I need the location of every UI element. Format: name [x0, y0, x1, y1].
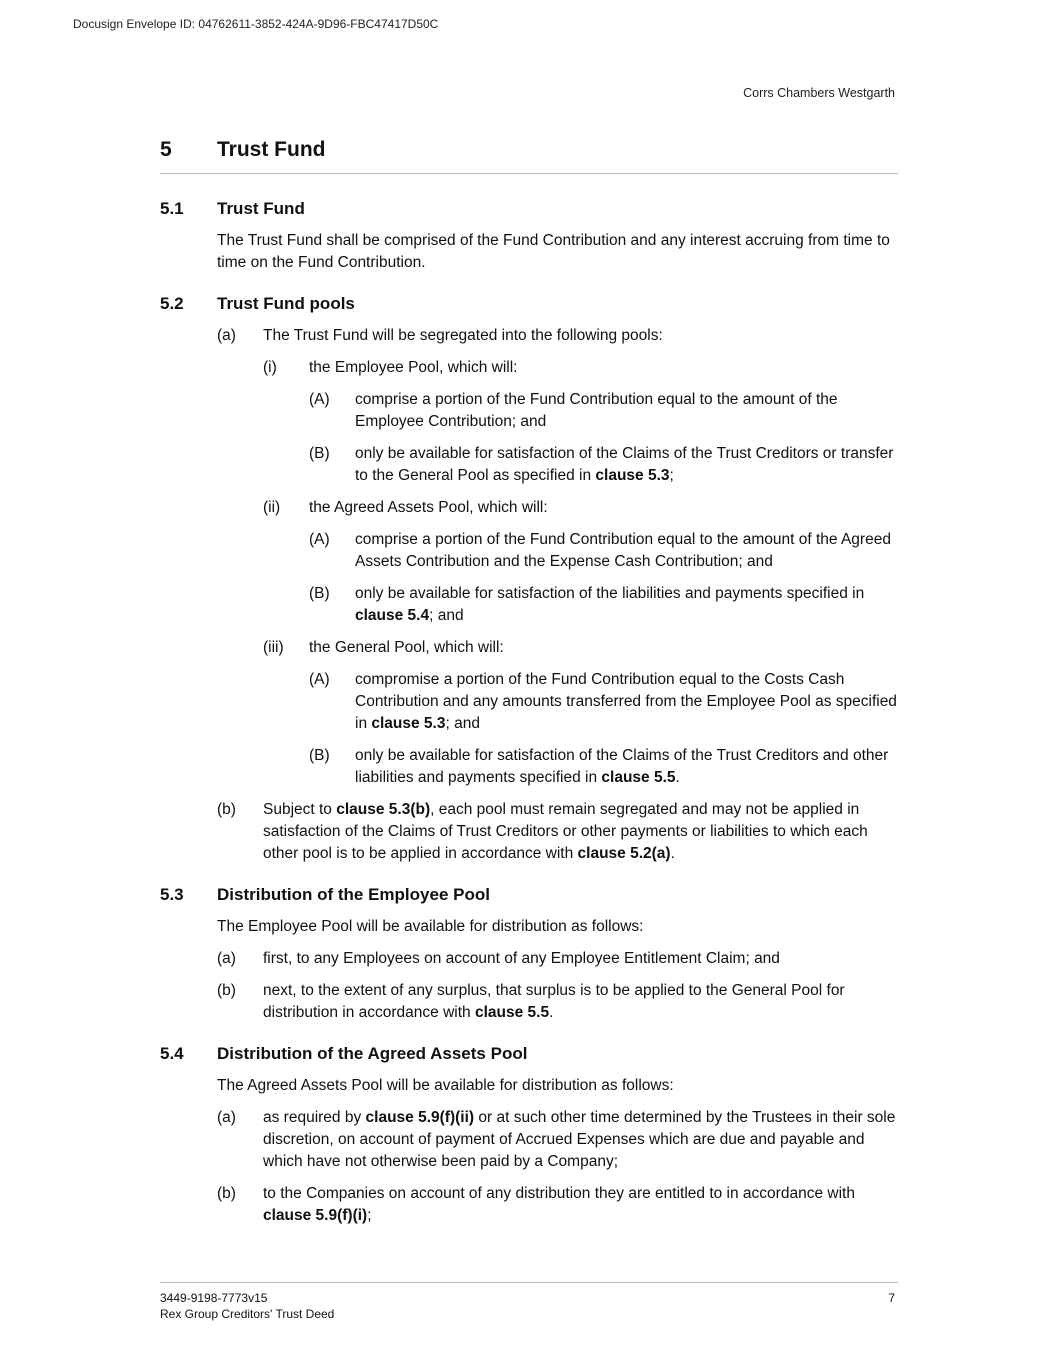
clause-reference: clause 5.3(b) [336, 801, 431, 818]
clause-reference: clause 5.4 [355, 607, 430, 624]
paragraph-text [355, 745, 898, 789]
text-run: . [549, 1004, 554, 1021]
clause-reference: clause 5.2(a) [577, 845, 671, 862]
paragraph-label: (a) [217, 1109, 236, 1126]
paragraph-text [355, 443, 898, 487]
paragraph-label: (b) [217, 801, 236, 818]
paragraph-text [263, 1183, 898, 1227]
text-run: The Employee Pool will be available for distribution as follows: [217, 918, 644, 935]
paragraph [160, 357, 898, 379]
text-run: comprise a portion of the Fund Contribution equal to the amount of the Agreed Assets Contribution and the Expense Cash Contribution; and [355, 531, 891, 570]
text-run: compromise a portion of the Fund Contribution equal to the Costs Cash Contribution and any amounts transferred from the Employee Pool as specified in [355, 671, 897, 732]
paragraph-label: (b) [217, 982, 236, 999]
text-run: . [675, 769, 680, 786]
page-number: 7 [888, 1291, 895, 1305]
paragraph-text [355, 669, 898, 735]
subsection-title: Distribution of the Agreed Assets Pool [217, 1044, 528, 1063]
paragraph-text [309, 637, 898, 659]
paragraph-label: (a) [217, 950, 236, 967]
footer-doc-id: 3449-9198-7773v15 [160, 1291, 268, 1305]
text-run: as required by [263, 1109, 366, 1126]
subsection-heading [160, 198, 898, 220]
paragraph-text [263, 948, 898, 970]
footer-doc-title: Rex Group Creditors' Trust Deed [160, 1307, 335, 1321]
section-title: Trust Fund [217, 138, 326, 161]
subsection-title: Trust Fund [217, 199, 305, 218]
text-run: The Agreed Assets Pool will be available for distribution as follows: [217, 1077, 674, 1094]
paragraph [160, 230, 898, 274]
paragraph-label: (A) [309, 531, 330, 548]
paragraph-label: (b) [217, 1185, 236, 1202]
paragraph-text [217, 916, 898, 938]
paragraph [160, 497, 898, 519]
text-run: ; [669, 467, 674, 484]
paragraph-text [355, 583, 898, 627]
text-run: next, to the extent of any surplus, that surplus is to be applied to the General Pool for distribution in accordance with [263, 982, 845, 1021]
paragraph [160, 1075, 898, 1097]
clause-reference: clause 5.9(f)(i) [263, 1207, 368, 1224]
subsection-number: 5.2 [160, 294, 184, 313]
text-run: The Trust Fund will be segregated into the following pools: [263, 327, 663, 344]
clause-reference: clause 5.5 [474, 1004, 550, 1021]
paragraph-label: (a) [217, 327, 236, 344]
text-run: , each pool must remain segregated and may not be applied in satisfaction of the Claims of Trust Creditors or other payments or liabilities to which each other pool is to be applied in accordance with [263, 801, 868, 862]
text-run: only be available for satisfaction of the liabilities and payments specified in [355, 585, 865, 602]
text-run: ; [367, 1207, 372, 1224]
paragraph [160, 583, 898, 627]
paragraph-text [217, 230, 898, 274]
clause-reference: clause 5.3 [595, 467, 670, 484]
text-run: to the Companies on account of any distribution they are entitled to in accordance with [263, 1185, 855, 1202]
paragraph [160, 745, 898, 789]
subsection-number: 5.3 [160, 885, 184, 904]
section-number: 5 [160, 138, 172, 161]
paragraph-text [263, 1107, 898, 1173]
paragraph-label: (i) [263, 359, 277, 376]
subsection-number: 5.4 [160, 1044, 184, 1063]
subsection-title: Trust Fund pools [217, 294, 355, 313]
text-run: . [670, 845, 675, 862]
paragraph-text [355, 529, 898, 573]
clause-reference: clause 5.5 [601, 769, 676, 786]
text-run: the Agreed Assets Pool, which will: [309, 499, 548, 516]
clause-reference: clause 5.9(f)(ii) [365, 1109, 475, 1126]
envelope-id: Docusign Envelope ID: 04762611-3852-424A-9D96-FBC47417D50C [73, 17, 439, 31]
paragraph [160, 637, 898, 659]
paragraph-label: (B) [309, 585, 330, 602]
subsection-number: 5.1 [160, 199, 184, 218]
paragraph [160, 1107, 898, 1173]
section-heading [160, 138, 898, 174]
text-run: ; and [445, 715, 480, 732]
paragraph [160, 389, 898, 433]
paragraph-text [355, 389, 898, 433]
paragraph [160, 1183, 898, 1227]
paragraph-label: (ii) [263, 499, 281, 516]
paragraph-label: (iii) [263, 639, 284, 656]
paragraph-text [263, 799, 898, 865]
clause-reference: clause 5.3 [371, 715, 446, 732]
subsection-heading [160, 1043, 898, 1065]
paragraph-label: (A) [309, 391, 330, 408]
subsection-heading [160, 293, 898, 315]
document-body [160, 198, 898, 1227]
text-run: Subject to [263, 801, 337, 818]
paragraph-label: (B) [309, 445, 330, 462]
text-run: ; and [429, 607, 464, 624]
paragraph-label: (A) [309, 671, 330, 688]
paragraph-text [263, 325, 898, 347]
paragraph [160, 529, 898, 573]
paragraph-label: (B) [309, 747, 330, 764]
paragraph [160, 916, 898, 938]
paragraph [160, 325, 898, 347]
paragraph [160, 799, 898, 865]
paragraph [160, 948, 898, 970]
paragraph [160, 980, 898, 1024]
paragraph-text [263, 980, 898, 1024]
text-run: only be available for satisfaction of the Claims of the Trust Creditors or transfer to the General Pool as specified in [355, 445, 894, 484]
text-run: only be available for satisfaction of the Claims of the Trust Creditors and other liabilities and payments specified in [355, 747, 889, 786]
paragraph-text [309, 357, 898, 379]
firm-name: Corrs Chambers Westgarth [743, 86, 895, 100]
text-run: or at such other time determined by the Trustees in their sole discretion, on account of payment of Accrued Expenses which are due and payable and which have not otherwise been paid by a Company; [263, 1109, 896, 1170]
subsection-title: Distribution of the Employee Pool [217, 885, 490, 904]
text-run: first, to any Employees on account of any Employee Entitlement Claim; and [263, 950, 780, 967]
paragraph-text [309, 497, 898, 519]
paragraph [160, 669, 898, 735]
paragraph-text [217, 1075, 898, 1097]
text-run: the General Pool, which will: [309, 639, 504, 656]
text-run: The Trust Fund shall be comprised of the Fund Contribution and any interest accruing from time to time on the Fund Contribution. [217, 232, 890, 271]
footer-divider [160, 1282, 898, 1283]
paragraph [160, 443, 898, 487]
subsection-heading [160, 884, 898, 906]
text-run: the Employee Pool, which will: [309, 359, 518, 376]
text-run: comprise a portion of the Fund Contribution equal to the amount of the Employee Contribution; and [355, 391, 838, 430]
